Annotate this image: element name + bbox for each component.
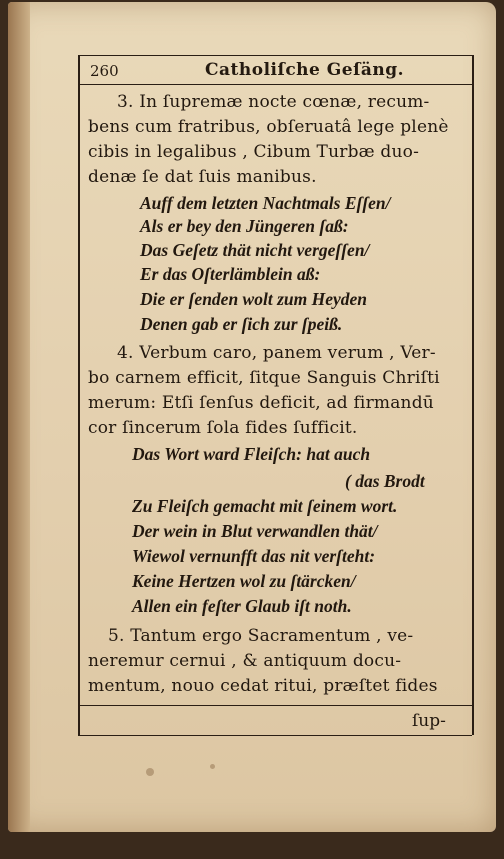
german-verse-2-line-5: Wiewol vernunfft das nit verſteht: xyxy=(132,546,376,566)
verse-3-line-3: cibis in legalibus , Cibum Turbæ duo- xyxy=(88,142,420,162)
verse-4-line-4: cor ſincerum ſola fides ſufficit. xyxy=(88,418,358,438)
verse-4-line-1: 4. Verbum caro, panem verum , Ver- xyxy=(117,343,436,363)
page-gutter xyxy=(8,2,30,832)
verse-3-line-2: bens cum fratribus, obſeruatâ lege plenè xyxy=(88,117,449,137)
header-rule xyxy=(78,84,472,85)
verse-4-line-3: merum: Etſi ſenſus deficit, ad firmandū xyxy=(88,393,434,413)
running-head: Catholiſche Geſäng. xyxy=(205,60,405,80)
verse-3-line-4: denæ ſe dat ſuis manibus. xyxy=(88,167,317,187)
ink-spot xyxy=(146,768,154,776)
german-verse-2-line-2: ( das Brodt xyxy=(345,471,425,491)
german-verse-1-line-5: Die er ſenden wolt zum Heyden xyxy=(140,289,367,309)
verse-5-line-3: mentum, nouo cedat ritui, præſtet fides xyxy=(88,676,438,696)
german-verse-1-line-1: Auff dem letzten Nachtmals Eſſen/ xyxy=(140,193,391,213)
german-verse-2-line-7: Allen ein feſter Glaub iſt noth. xyxy=(132,596,352,616)
ink-spot xyxy=(210,764,215,769)
verse-4-line-2: bo carnem efficit, ſitque Sanguis Chriſti xyxy=(88,368,440,388)
german-verse-2-line-1: Das Wort ward Fleiſch: hat auch xyxy=(132,444,371,464)
frame-top-rule xyxy=(78,55,472,56)
verse-5-line-2: neremur cernui , & antiquum docu- xyxy=(88,651,402,671)
german-verse-1-line-4: Er das Oſterlämblein aß: xyxy=(140,264,321,284)
german-verse-2-line-4: Der wein in Blut verwandlen thät/ xyxy=(132,521,378,541)
german-verse-1-line-3: Das Geſetz thät nicht vergeſſen/ xyxy=(140,240,370,260)
verse-5-line-1: 5. Tantum ergo Sacramentum , ve- xyxy=(108,626,414,646)
german-verse-2-line-6: Keine Hertzen wol zu ſtärcken/ xyxy=(132,571,356,591)
german-verse-2-line-3: Zu Fleiſch gemacht mit ſeinem wort. xyxy=(132,496,398,516)
footer-rule xyxy=(78,705,472,706)
catchword: ſup- xyxy=(412,711,446,731)
verse-3-line-1: 3. In ſupremæ nocte cœnæ, recum- xyxy=(117,92,430,112)
page-number: 260 xyxy=(90,62,119,80)
frame-bottom-rule xyxy=(78,735,472,736)
german-verse-1-line-6: Denen gab er ſich zur ſpeiß. xyxy=(140,314,343,334)
german-verse-1-line-2: Als er bey den Jüngeren ſaß: xyxy=(140,216,349,236)
